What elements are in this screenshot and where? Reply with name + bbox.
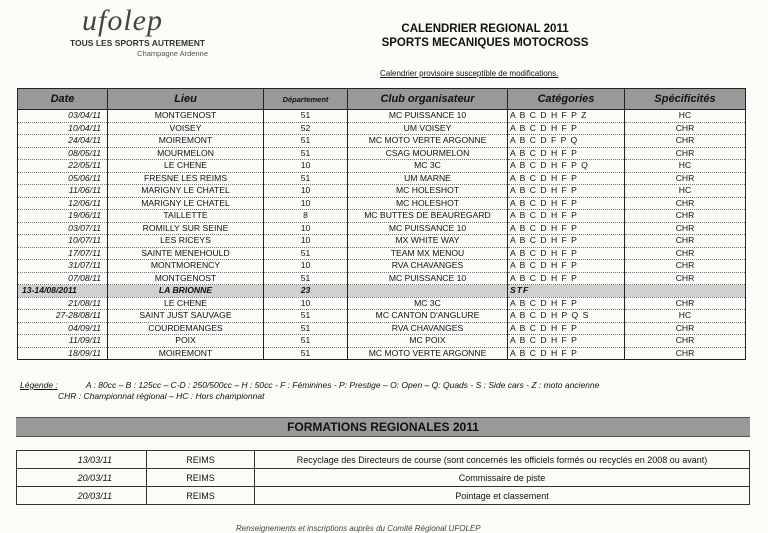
cell-lieu: SAINTE MENEHOULD bbox=[108, 247, 264, 260]
cell-date: 31/07/11 bbox=[18, 260, 108, 273]
formation-description: Commissaire de piste bbox=[255, 469, 750, 487]
cell-club: MX WHITE WAY bbox=[348, 235, 508, 248]
cell-date: 11/09/11 bbox=[18, 335, 108, 348]
table-row bbox=[18, 135, 746, 148]
formation-date: 20/03/11 bbox=[17, 469, 147, 487]
footer-note: Renseignements et inscriptions auprès du Comité Régional UFOLEP bbox=[236, 524, 481, 533]
cell-categories: A B C D H F P bbox=[508, 222, 625, 235]
document-title bbox=[350, 22, 620, 50]
cell-lieu: MONTGENOST bbox=[108, 272, 264, 285]
cell-specificites: CHR bbox=[625, 272, 746, 285]
subtitle: Calendrier provisoire susceptible de modifications. bbox=[380, 69, 559, 78]
cell-date: 13-14/08/2011 bbox=[18, 285, 108, 298]
col-club: Club organisateur bbox=[348, 89, 508, 110]
cell-categories: A B C D H F P bbox=[508, 260, 625, 273]
cell-club: MC POIX bbox=[348, 335, 508, 348]
cell-date: 10/07/11 bbox=[18, 235, 108, 248]
cell-lieu: TAILLETTE bbox=[108, 210, 264, 223]
cell-specificites: CHR bbox=[625, 222, 746, 235]
cell-departement: 10 bbox=[264, 185, 348, 198]
table-row bbox=[17, 451, 750, 469]
cell-date: 22/05/11 bbox=[18, 160, 108, 173]
cell-club: MC PUISSANCE 10 bbox=[348, 110, 508, 123]
legend-label: Légende : bbox=[20, 380, 58, 390]
cell-lieu: LE CHENE bbox=[108, 297, 264, 310]
cell-departement: 51 bbox=[264, 247, 348, 260]
cell-date: 11/06/11 bbox=[18, 185, 108, 198]
cell-categories: A B C D H F P bbox=[508, 197, 625, 210]
cell-lieu: MOURMELON bbox=[108, 147, 264, 160]
cell-departement: 51 bbox=[264, 147, 348, 160]
cell-date: 17/07/11 bbox=[18, 247, 108, 260]
cell-specificites: CHR bbox=[625, 235, 746, 248]
cell-lieu: COURDEMANGES bbox=[108, 322, 264, 335]
cell-lieu: LE CHENE bbox=[108, 160, 264, 173]
table-row bbox=[18, 297, 746, 310]
cell-lieu: MARIGNY LE CHATEL bbox=[108, 185, 264, 198]
cell-departement: 23 bbox=[264, 285, 348, 298]
legend-line-2: CHR : Championnat régional – HC : Hors championnat bbox=[58, 391, 265, 401]
table-row bbox=[18, 285, 746, 298]
cell-specificites: CHR bbox=[625, 147, 746, 160]
cell-departement: 10 bbox=[264, 235, 348, 248]
cell-lieu: MARIGNY LE CHATEL bbox=[108, 197, 264, 210]
cell-departement: 52 bbox=[264, 122, 348, 135]
table-row bbox=[18, 335, 746, 348]
formation-description: Recyclage des Directeurs de course (sont concernés les officiels formés ou recyclés en 2008 ou avant) bbox=[255, 451, 750, 469]
cell-club: CSAG MOURMELON bbox=[348, 147, 508, 160]
cell-categories: A B C D H F P bbox=[508, 172, 625, 185]
cell-club: MC MOTO VERTE ARGONNE bbox=[348, 135, 508, 148]
table-row bbox=[18, 222, 746, 235]
cell-lieu: LA BRIONNE bbox=[108, 285, 264, 298]
legend-line-1: A : 80cc – B : 125cc – C-D : 250/500cc – H : 50cc - F : Féminines - P: Prestige – O: Open – Q: Quads - S : Side cars - Z : moto ancienne bbox=[85, 380, 600, 390]
cell-specificites: CHR bbox=[625, 135, 746, 148]
table-row bbox=[18, 260, 746, 273]
table-row bbox=[18, 322, 746, 335]
calendar-header-row bbox=[18, 89, 746, 110]
cell-categories: A B C D H F P bbox=[508, 272, 625, 285]
table-row bbox=[17, 487, 750, 505]
table-row bbox=[18, 185, 746, 198]
formation-lieu: REIMS bbox=[147, 451, 255, 469]
formations-title: FORMATIONS REGIONALES 2011 bbox=[16, 417, 750, 437]
cell-specificites: CHR bbox=[625, 297, 746, 310]
cell-club: MC HOLESHOT bbox=[348, 185, 508, 198]
cell-departement: 10 bbox=[264, 160, 348, 173]
cell-date: 04/09/11 bbox=[18, 322, 108, 335]
cell-club: UM MARNE bbox=[348, 172, 508, 185]
title-line-1: CALENDRIER REGIONAL 2011 bbox=[401, 23, 569, 35]
table-row bbox=[18, 147, 746, 160]
col-specificites: Spécificités bbox=[625, 89, 746, 110]
calendar-table bbox=[17, 88, 746, 360]
cell-specificites: CHR bbox=[625, 210, 746, 223]
table-row bbox=[18, 235, 746, 248]
cell-specificites: CHR bbox=[625, 247, 746, 260]
cell-club: TEAM MX MENOU bbox=[348, 247, 508, 260]
cell-specificites: CHR bbox=[625, 172, 746, 185]
cell-club: RVA CHAVANGES bbox=[348, 260, 508, 273]
table-row bbox=[18, 172, 746, 185]
cell-date: 10/04/11 bbox=[18, 122, 108, 135]
table-row bbox=[18, 247, 746, 260]
cell-departement: 51 bbox=[264, 172, 348, 185]
formation-description: Pointage et classement bbox=[255, 487, 750, 505]
cell-departement: 10 bbox=[264, 222, 348, 235]
col-categories: Catégories bbox=[508, 89, 625, 110]
cell-club: MC HOLESHOT bbox=[348, 197, 508, 210]
cell-specificites: HC bbox=[625, 310, 746, 323]
cell-club: MC 3C bbox=[348, 297, 508, 310]
cell-categories: A B C D H F P bbox=[508, 185, 625, 198]
cell-club: MC BUTTES DE BEAUREGARD bbox=[348, 210, 508, 223]
cell-specificites: CHR bbox=[625, 335, 746, 348]
cell-date: 07/08/11 bbox=[18, 272, 108, 285]
cell-club: RVA CHAVANGES bbox=[348, 322, 508, 335]
cell-categories: A B C D H P Q S bbox=[508, 310, 625, 323]
cell-departement: 51 bbox=[264, 335, 348, 348]
cell-categories: A B C D H F P bbox=[508, 235, 625, 248]
table-row bbox=[18, 272, 746, 285]
cell-departement: 10 bbox=[264, 297, 348, 310]
cell-categories: A B C D H F P bbox=[508, 297, 625, 310]
cell-departement: 51 bbox=[264, 310, 348, 323]
cell-date: 05/06/11 bbox=[18, 172, 108, 185]
cell-club: MC PUISSANCE 10 bbox=[348, 272, 508, 285]
cell-lieu: MONTMORENCY bbox=[108, 260, 264, 273]
cell-lieu: ROMILLY SUR SEINE bbox=[108, 222, 264, 235]
cell-departement: 51 bbox=[264, 347, 348, 360]
cell-date: 27-28/08/11 bbox=[18, 310, 108, 323]
logo-name: ufolep bbox=[82, 4, 163, 37]
cell-departement: 51 bbox=[264, 272, 348, 285]
table-row bbox=[18, 197, 746, 210]
cell-lieu: MONTGENOST bbox=[108, 110, 264, 123]
cell-specificites: CHR bbox=[625, 197, 746, 210]
cell-categories: A B C D H F P bbox=[508, 147, 625, 160]
cell-categories: A B C D H F P bbox=[508, 122, 625, 135]
logo-region: Champagne Ardenne bbox=[137, 49, 208, 58]
cell-specificites: CHR bbox=[625, 322, 746, 335]
cell-lieu: SAINT JUST SAUVAGE bbox=[108, 310, 264, 323]
formation-lieu: REIMS bbox=[147, 469, 255, 487]
formations-table bbox=[16, 450, 750, 505]
cell-club: UM VOISEY bbox=[348, 122, 508, 135]
cell-categories: A B C D H F P bbox=[508, 347, 625, 360]
cell-specificites: HC bbox=[625, 185, 746, 198]
title-line-2: SPORTS MECANIQUES MOTOCROSS bbox=[381, 37, 589, 49]
col-date: Date bbox=[18, 89, 108, 110]
cell-specificites: HC bbox=[625, 110, 746, 123]
cell-date: 03/04/11 bbox=[18, 110, 108, 123]
legend bbox=[20, 380, 599, 402]
cell-date: 12/06/11 bbox=[18, 197, 108, 210]
cell-date: 03/07/11 bbox=[18, 222, 108, 235]
cell-lieu: FRESNE LES REIMS bbox=[108, 172, 264, 185]
table-row bbox=[18, 160, 746, 173]
logo-tagline: TOUS LES SPORTS AUTREMENT bbox=[70, 38, 206, 48]
cell-categories: A B C D F P Q bbox=[508, 135, 625, 148]
table-row bbox=[18, 210, 746, 223]
cell-departement: 10 bbox=[264, 260, 348, 273]
cell-departement: 51 bbox=[264, 322, 348, 335]
table-row bbox=[18, 347, 746, 360]
cell-club: MC 3C bbox=[348, 160, 508, 173]
cell-lieu: POIX bbox=[108, 335, 264, 348]
cell-club bbox=[348, 285, 508, 298]
cell-departement: 51 bbox=[264, 135, 348, 148]
cell-date: 19/06/11 bbox=[18, 210, 108, 223]
cell-categories: STF bbox=[508, 285, 625, 298]
cell-categories: A B C D H F P Z bbox=[508, 110, 625, 123]
cell-date: 21/08/11 bbox=[18, 297, 108, 310]
cell-lieu: MOIREMONT bbox=[108, 347, 264, 360]
cell-lieu: VOISEY bbox=[108, 122, 264, 135]
cell-categories: A B C D H F P bbox=[508, 210, 625, 223]
cell-specificites: CHR bbox=[625, 122, 746, 135]
cell-categories: A B C D H F P bbox=[508, 335, 625, 348]
formation-date: 20/03/11 bbox=[17, 487, 147, 505]
cell-departement: 10 bbox=[264, 197, 348, 210]
cell-lieu: LES RICEYS bbox=[108, 235, 264, 248]
cell-categories: A B C D H F P bbox=[508, 322, 625, 335]
col-lieu: Lieu bbox=[108, 89, 264, 110]
ufolep-logo bbox=[70, 6, 230, 58]
cell-specificites bbox=[625, 285, 746, 298]
cell-departement: 8 bbox=[264, 210, 348, 223]
cell-date: 24/04/11 bbox=[18, 135, 108, 148]
cell-date: 18/09/11 bbox=[18, 347, 108, 360]
cell-specificites: CHR bbox=[625, 260, 746, 273]
cell-club: MC CANTON D'ANGLURE bbox=[348, 310, 508, 323]
cell-specificites: HC bbox=[625, 160, 746, 173]
table-row bbox=[18, 122, 746, 135]
formation-date: 13/03/11 bbox=[17, 451, 147, 469]
cell-date: 08/05/11 bbox=[18, 147, 108, 160]
col-departement: Département bbox=[264, 89, 348, 110]
cell-lieu: MOIREMONT bbox=[108, 135, 264, 148]
cell-departement: 51 bbox=[264, 110, 348, 123]
table-row bbox=[18, 310, 746, 323]
formation-lieu: REIMS bbox=[147, 487, 255, 505]
cell-categories: A B C D H F P Q bbox=[508, 160, 625, 173]
cell-specificites: CHR bbox=[625, 347, 746, 360]
cell-categories: A B C D H F P bbox=[508, 247, 625, 260]
cell-club: MC PUISSANCE 10 bbox=[348, 222, 508, 235]
table-row bbox=[18, 110, 746, 123]
table-row bbox=[17, 469, 750, 487]
cell-club: MC MOTO VERTE ARGONNE bbox=[348, 347, 508, 360]
